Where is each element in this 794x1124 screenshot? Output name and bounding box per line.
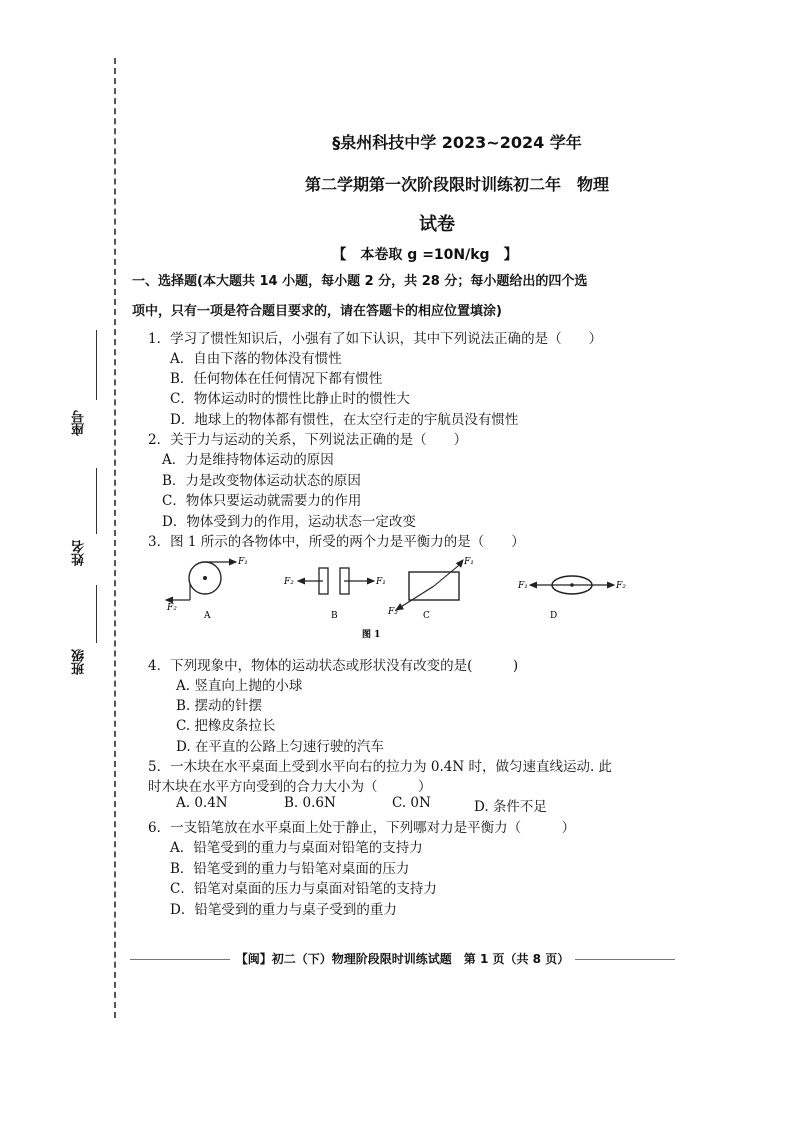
question-4-stem: 4．下列现象中，物体的运动状态或形状没有改变的是( )	[148, 658, 519, 674]
section1-instructions-line2: 项中，只有一项是符合题目要求的，请在答题卡的相应位置填涂)	[132, 304, 502, 319]
figure-panel-d	[517, 576, 626, 621]
question-3-stem: 3．图 1 所示的各物体中，所受的两个力是平衡力的是（ ）	[148, 534, 525, 550]
question-2-option-d: D．物体受到力的作用，运动状态一定改变	[162, 514, 416, 530]
force-label-a-1: F₁	[238, 557, 248, 567]
question-4-option-b: B. 摆动的针摆	[176, 698, 263, 714]
seat-number-blank	[96, 330, 97, 400]
binding-dashed-line	[114, 58, 116, 1018]
question-5-stem-cont: 时木块在水平方向受到的合力大小为（ ）	[148, 779, 432, 795]
force-label-a-2: F₂	[167, 603, 177, 613]
footer-text: 【闽】初二（下）物理阶段限时训练试题 第 1 页（共 8 页）	[235, 952, 570, 966]
question-5-option-a: A. 0.4N	[176, 795, 228, 811]
exam-title-line3: 试卷	[419, 214, 455, 235]
figure-panel-b-letter: B	[331, 611, 338, 621]
question-6-option-d: D．铅笔受到的重力与桌子受到的重力	[170, 902, 397, 918]
question-2-stem: 2．关于力与运动的关系，下列说法正确的是（ ）	[148, 432, 468, 448]
force-label-c-2: F₂	[388, 607, 398, 617]
figure-panel-a-letter: A	[204, 611, 211, 621]
figure-panel-a	[166, 557, 248, 621]
name-label: 姓名	[72, 540, 87, 566]
name-field	[70, 468, 100, 588]
question-4-option-a: A. 竖直向上抛的小球	[176, 678, 303, 694]
force-label-b-1: F₂	[284, 577, 294, 587]
question-4-option-d: D. 在平直的公路上匀速行驶的汽车	[176, 739, 384, 755]
question-1-option-c: C．物体运动时的惯性比静止时的惯性大	[170, 391, 410, 407]
question-6-option-c: C．铅笔对桌面的压力与桌面对铅笔的支持力	[170, 881, 437, 897]
question-2-option-c: C．物体只要运动就需要力的作用	[162, 493, 362, 509]
seat-number-label: 座号	[72, 410, 87, 436]
name-blank	[96, 468, 97, 534]
question-1-option-b: B．任何物体在任何情况下都有惯性	[170, 371, 383, 387]
figure-panel-d-letter: D	[550, 611, 558, 621]
question-5-option-d: D. 条件不足	[474, 799, 547, 815]
question-5-option-c: C. 0N	[392, 795, 431, 811]
question-2-option-b: B．力是改变物体运动状态的原因	[162, 473, 361, 489]
force-arrow-f1-c	[458, 560, 463, 566]
force-label-d-2: F₂	[616, 581, 626, 591]
question-6-option-a: A．铅笔受到的重力与桌面对铅笔的支持力	[170, 840, 423, 856]
figure-caption: 图 1	[362, 630, 381, 640]
class-label: 班级	[72, 649, 87, 675]
force-label-b-2: F₁	[376, 577, 386, 587]
question-6-option-b: B．铅笔受到的重力与铅笔对桌面的压力	[170, 861, 410, 877]
figure-panel-c-letter: C	[423, 611, 430, 621]
exam-title-line2: 第二学期第一次阶段限时训练初二年 物理	[304, 175, 609, 194]
exam-note: 【 本卷取 g =10N/kg 】	[332, 247, 518, 263]
question-1-option-d: D．地球上的物体都有惯性，在太空行走的宇航员没有惯性	[170, 412, 519, 428]
exam-title-line1: §泉州科技中学 2023~2024 学年	[332, 133, 582, 152]
question-4-option-c: C. 把橡皮条拉长	[176, 718, 276, 734]
figure-panel-c	[387, 557, 474, 621]
question-5-stem: 5．一木块在水平桌面上受到水平向右的拉力为 0.4N 时，做匀速直线运动. 此	[148, 759, 613, 775]
section1-instructions-line1: 一、选择题(本大题共 14 小题，每小题 2 分，共 28 分；每小题给出的四个选	[132, 274, 588, 289]
question-2-option-a: A．力是维持物体运动的原因	[162, 452, 334, 468]
figure-panel-b	[283, 568, 386, 621]
force-arrow-f2-c	[396, 586, 434, 610]
question-1-stem: 1．学习了惯性知识后，小强有了如下认识，其中下列说法正确的是（ ）	[148, 331, 603, 347]
seat-number-field	[70, 330, 100, 450]
force-label-d-1: F₁	[518, 581, 528, 591]
class-field	[70, 585, 100, 695]
page-footer	[130, 950, 675, 970]
question-6-stem: 6．一支铅笔放在水平桌面上处于静止，下列哪对力是平衡力（ ）	[148, 820, 576, 836]
question-1-option-a: A．自由下落的物体没有惯性	[170, 351, 342, 367]
question-5-option-b: B. 0.6N	[284, 795, 336, 811]
figure-1	[152, 548, 632, 643]
class-blank	[96, 585, 97, 643]
force-label-c-1: F₁	[464, 557, 474, 567]
